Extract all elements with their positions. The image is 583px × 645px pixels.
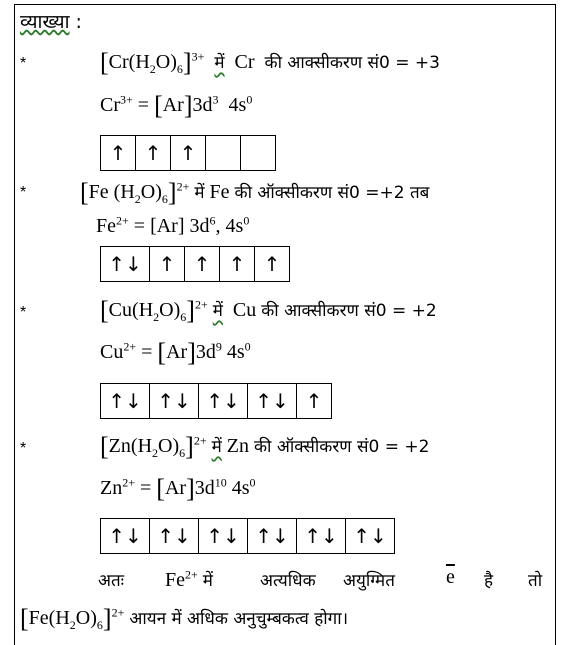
bullet-cu: * xyxy=(20,304,27,321)
orbital-box: ↑↓ xyxy=(150,519,199,553)
orbital-box: ↑↓ xyxy=(199,519,248,553)
cr-orbital-boxes xyxy=(100,135,276,171)
cr-complex-line: $[Cr(H_2O)_6]^{3+}$ में Cr की आक्सीकरण सं0 = +3 xyxy=(100,48,440,77)
orbital-box xyxy=(206,136,241,170)
zn-config: $Zn^{2+} = [Ar]3d^{10}$ $4s^0$ xyxy=(100,474,256,503)
orbital-box xyxy=(241,136,275,170)
fe-orbital-boxes xyxy=(100,246,290,282)
orbital-box: ↑ xyxy=(150,247,185,281)
orbital-box: ↑↓ xyxy=(297,519,346,553)
orbital-box: ↑ xyxy=(263,252,281,276)
orbital-box: ↑↓ xyxy=(248,384,297,418)
conclusion-word3: अत्यधिक xyxy=(260,571,316,591)
orbital-box: ↑ xyxy=(171,136,206,170)
conclusion-word5: है xyxy=(484,571,494,591)
fe-complex-line: [Fe $(H_2O)_6]^{2+}$ में Fe की ऑक्सीकरण सं0 =+2 तब xyxy=(80,178,430,207)
orbital-box: ↑↓ xyxy=(101,247,150,281)
zn-complex-line: $[Zn(H_2O)_6]^{2+}$ में Zn की ऑक्सीकरण सं0 = +2 xyxy=(100,432,430,461)
conclusion-electron: $\overline{e}$ xyxy=(446,566,455,588)
orbital-box: ↑↓ xyxy=(101,384,150,418)
orbital-box: ↑ xyxy=(101,136,136,170)
bullet-cr: * xyxy=(20,55,27,72)
bullet-zn: * xyxy=(20,440,27,457)
cu-config: $Cu^{2+} = [Ar]3d^9$ $4s^0$ xyxy=(100,338,251,367)
conclusion-word6: तो xyxy=(528,571,543,591)
orbital-box: ↑↓ xyxy=(101,519,150,553)
orbital-box: ↑↓ xyxy=(150,384,199,418)
heading-text: व्याख्या xyxy=(20,11,70,33)
bullet-fe: * xyxy=(20,184,27,201)
conclusion-word4: अयुग्मित xyxy=(343,571,395,591)
fe-config: $Fe^{2+} = [Ar]$ $3d^6$, $4s^0$ xyxy=(96,213,250,237)
cu-orbital-boxes xyxy=(100,383,332,419)
conclusion-line-1: अतः xyxy=(98,571,125,591)
conclusion-ion: $Fe^{2+}$ में xyxy=(165,567,213,591)
zn-orbital-boxes xyxy=(100,518,395,554)
orbital-box: ↑↓ xyxy=(199,384,248,418)
orbital-box: ↑ xyxy=(136,136,171,170)
orbital-box: ↑↓ xyxy=(353,524,387,548)
orbital-box: ↑ xyxy=(305,389,323,413)
orbital-box: ↑ xyxy=(185,247,220,281)
explanation-heading xyxy=(20,8,82,34)
cr-config: $Cr^{3+} = [Ar]3d^3$ $4s^0$ xyxy=(100,91,253,120)
orbital-box: ↑ xyxy=(220,247,255,281)
orbital-box: ↑↓ xyxy=(248,519,297,553)
heading-colon: : xyxy=(75,11,82,33)
conclusion-line-2: $[Fe(H_2O)_6]^{2+}$ आयन में अधिक अनुचुम्बकत्व होगा। xyxy=(20,604,349,633)
cu-complex-line: $[Cu(H_2O)_6]^{2+}$ में Cu की आक्सीकरण सं0 = +2 xyxy=(100,296,437,325)
